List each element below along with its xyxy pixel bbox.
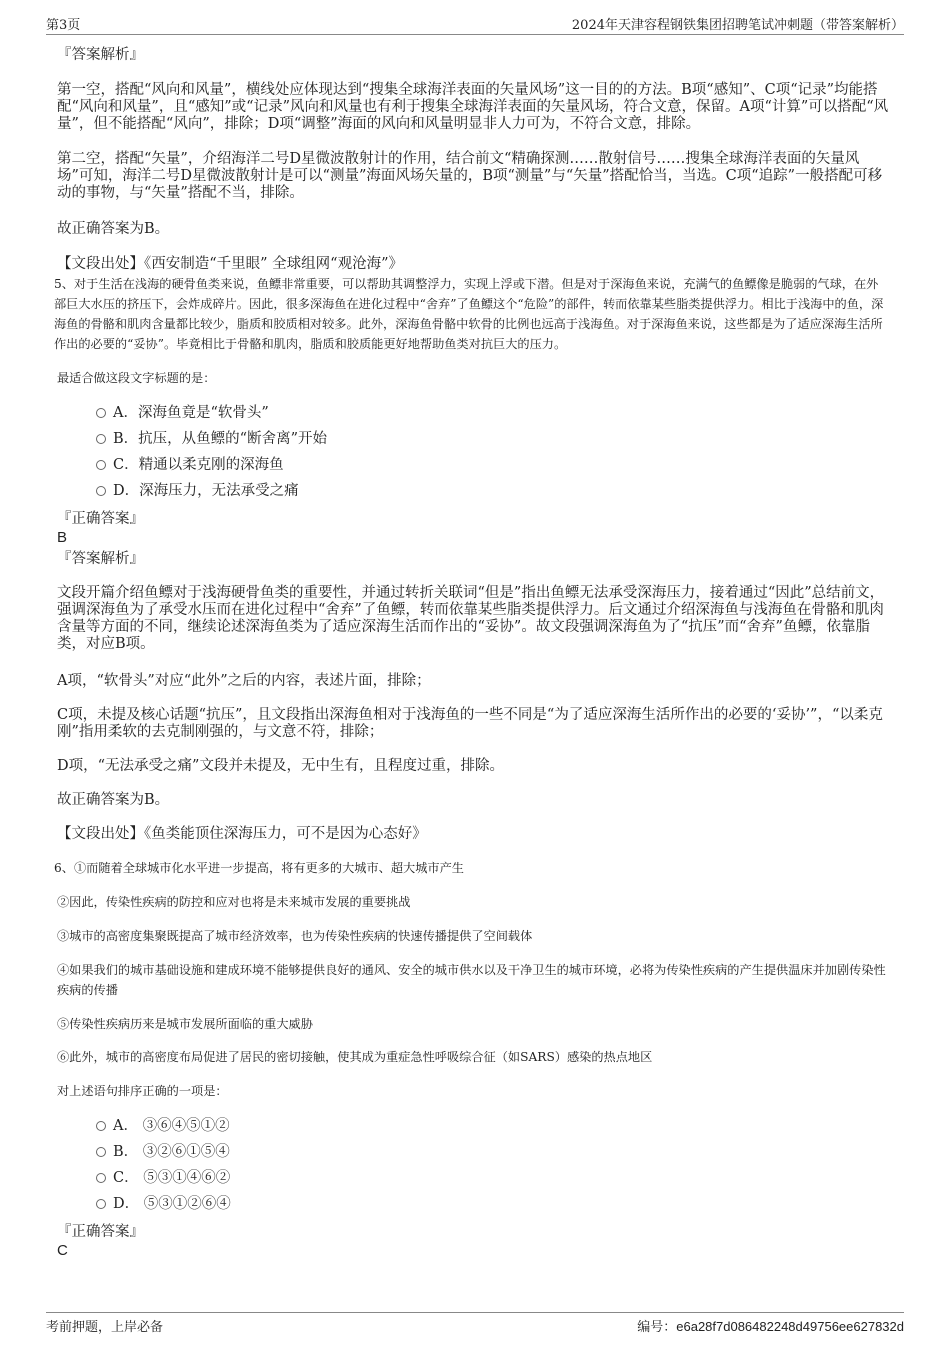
q5-option-b[interactable]: B．抗压，从鱼鳔的“断舍离”开始: [96, 429, 327, 449]
q6-sentence-6: ⑥此外，城市的高密度布局促进了居民的密切接触，使其成为重症急性呼吸综合征（如SARS）感染的热点地区: [57, 1050, 653, 1064]
q6-option-a[interactable]: A． ③⑥④⑤①②: [96, 1116, 230, 1136]
q5-analysis-p4: D项，“无法承受之痛”文段并未提及，无中生有，且程度过重，排除。: [57, 758, 504, 774]
q6-option-b[interactable]: B． ③②⑥①⑤④: [96, 1142, 230, 1162]
q5-analysis-p1: 文段开篇介绍鱼鳔对于浅海硬骨鱼类的重要性，并通过转折关联词“但是”指出鱼鳔无法承受深海压力，接着通过“因此”总结前文，强调深海鱼为了承受水压而在进化过程中“舍弃”了鱼鳔，转而依靠某些脂类提供浮力。后文通过介绍深海鱼与浅海鱼在骨骼和肌肉含量等方面的不同，继续论述深海鱼类为了适应深海生活而作出的“妥协”。故文段强调深海鱼为了“抗压”而“舍弃”鱼鳔，依靠脂类，对应B项。: [57, 585, 885, 652]
document-id: 编号：e6a28f7d086482248d49756ee627832d: [637, 1319, 904, 1335]
q5-option-c[interactable]: C．精通以柔克刚的深海鱼: [96, 455, 284, 475]
q6-answer: C: [57, 1242, 68, 1259]
radio-icon[interactable]: [96, 486, 106, 496]
radio-icon[interactable]: [96, 1147, 106, 1157]
q6-option-d[interactable]: D． ⑤③①②⑥④: [96, 1194, 231, 1214]
q4-analysis-label: 『答案解析』: [57, 47, 144, 63]
footer-slogan: 考前押题，上岸必备: [46, 1320, 164, 1335]
q5-source: 【文段出处】《鱼类能顶住深海压力，可不是因为心态好》: [57, 826, 427, 842]
q5-option-d[interactable]: D．深海压力，无法承受之痛: [96, 481, 299, 501]
radio-icon[interactable]: [96, 1199, 106, 1209]
q6-sentence-3: ③城市的高密度集聚既提高了城市经济效率，也为传染性疾病的快速传播提供了空间载体: [57, 929, 533, 943]
q5-analysis-p3: C项，未提及核心话题“抗压”，且文段指出深海鱼相对于浅海鱼的一些不同是“为了适应深海生活所作出的必要的‘妥协’”，“以柔克刚”指用柔软的去克制刚强的，与文意不符，排除；: [57, 707, 883, 740]
q6-question: 对上述语句排序正确的一项是：: [57, 1084, 228, 1098]
radio-icon[interactable]: [96, 1121, 106, 1131]
q6-sentence-2: ②因此，传染性疾病的防控和应对也将是未来城市发展的重要挑战: [57, 895, 411, 909]
q4-analysis-p1: 第一空，搭配“风向和风量”，横线处应体现达到“搜集全球海洋表面的矢量风场”这一目的的方法。B项“感知”、C项“记录”均能搭配“风向和风量”，且“感知”或“记录”风向和风量也有利于搜集全球海洋表面的矢量风场，符合文意，保留。A项“计算”可以搭配“风量”，但不能搭配“风向”，排除；D项“调整”海面的风向和风量明显非人力可为，不符合文意，排除。: [57, 82, 889, 132]
q5-correct-label: 『正确答案』: [57, 511, 144, 527]
page-header: [46, 14, 904, 35]
q6-sentence-5: ⑤传染性疾病历来是城市发展所面临的重大威胁: [57, 1017, 313, 1031]
q6-sentence-4: ④如果我们的城市基础设施和建成环境不能够提供良好的通风、安全的城市供水以及干净卫生的城市环境，必将为传染性疾病的产生提供温床并加剧传染性疾病的传播: [57, 963, 886, 997]
page-footer: [46, 1312, 904, 1337]
q5-answer: B: [57, 529, 68, 546]
q5-conclusion: 故正确答案为B。: [57, 792, 170, 808]
page-number: 第3页: [46, 18, 81, 33]
q5-question: 最适合做这段文字标题的是：: [57, 371, 216, 385]
radio-icon[interactable]: [96, 434, 106, 444]
q6-option-c[interactable]: C． ⑤③①④⑥②: [96, 1168, 230, 1188]
radio-icon[interactable]: [96, 408, 106, 418]
q6-correct-label: 『正确答案』: [57, 1224, 144, 1240]
q4-analysis-p2: 第二空，搭配“矢量”，介绍海洋二号D星微波散射计的作用，结合前文“精确探测……散射信号……搜集全球海洋表面的矢量风场”可知，海洋二号D星微波散射计是可以“测量”海面风场矢量的，B项“测量”与“矢量”搭配恰当，当选。C项“追踪”一般搭配可移动的事物，与“矢量”搭配不当，排除。: [57, 151, 883, 201]
q5-option-a[interactable]: A．深海鱼竟是“软骨头”: [96, 403, 269, 423]
q4-source: 【文段出处】《西安制造“千里眼” 全球组网“观沧海”》: [57, 256, 404, 272]
q5-analysis-p2: A项，“软骨头”对应“此外”之后的内容，表述片面，排除；: [57, 673, 431, 689]
radio-icon[interactable]: [96, 460, 106, 470]
radio-icon[interactable]: [96, 1173, 106, 1183]
q5-analysis-label: 『答案解析』: [57, 551, 144, 567]
document-title: 2024年天津容程钢铁集团招聘笔试冲刺题（带答案解析）: [571, 18, 904, 33]
q4-conclusion: 故正确答案为B。: [57, 221, 170, 237]
q6-sentence-1: 6、①而随着全球城市化水平进一步提高，将有更多的大城市、超大城市产生: [54, 861, 464, 875]
q5-stem: 5、对于生活在浅海的硬骨鱼类来说，鱼鳔非常重要，可以帮助其调整浮力，实现上浮或下潜。但是对于深海鱼来说，充满气的鱼鳔像是脆弱的气球，在外部巨大水压的挤压下，会炸成碎片。因此，很多深海鱼在进化过程中“舍弃”了鱼鳔这个“危险”的部件，转而依靠某些脂类提供浮力。相比于浅海中的鱼，深海鱼的骨骼和肌肉含量都比较少，脂质和胶质相对较多。此外，深海鱼骨骼中软骨的比例也远高于浅海鱼。对于深海鱼来说，这些都是为了适应深海生活所作出的必要的“妥协”。毕竟相比于骨骼和肌肉，脂质和胶质能更好地帮助鱼类对抗巨大的压力。: [54, 277, 884, 351]
